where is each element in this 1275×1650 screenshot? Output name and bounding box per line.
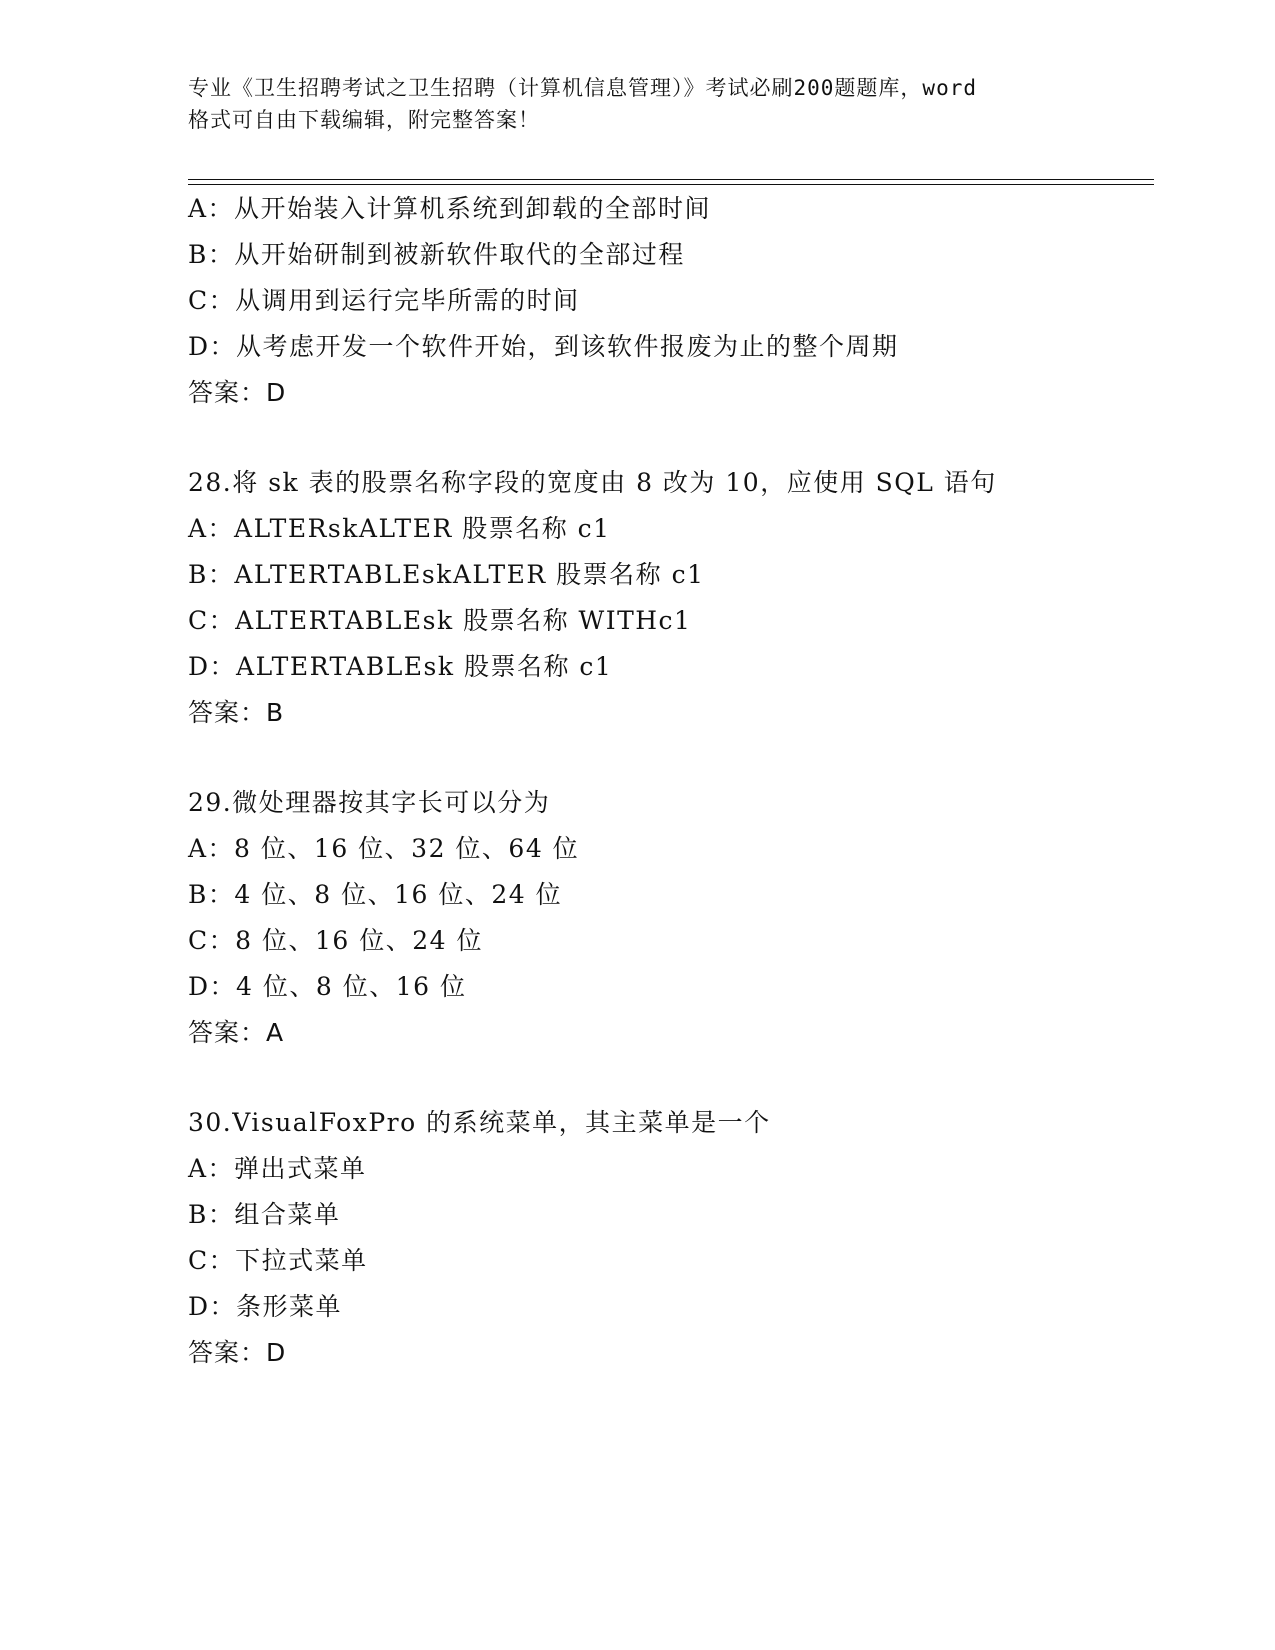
option-c: C：下拉式菜单 (188, 1246, 368, 1275)
option-a: A：弹出式菜单 (188, 1154, 367, 1183)
option-b: B：ALTERTABLEskALTER 股票名称 c1 (188, 560, 705, 589)
option-c: C：ALTERTABLEsk 股票名称 WITHc1 (188, 606, 692, 635)
question-27 (188, 186, 1148, 416)
option-d: D：4 位、8 位、16 位 (188, 972, 467, 1001)
option-b: B：4 位、8 位、16 位、24 位 (188, 880, 563, 909)
option-c: C：8 位、16 位、24 位 (188, 926, 483, 955)
question-28 (188, 460, 1148, 736)
question-30 (188, 1100, 1148, 1376)
header-divider-bottom (188, 184, 1154, 185)
question-text: 30.VisualFoxPro 的系统菜单，其主菜单是一个 (188, 1108, 771, 1137)
question-list (188, 186, 1148, 1376)
header-divider-top (188, 179, 1154, 180)
option-c: C：从调用到运行完毕所需的时间 (188, 286, 580, 315)
question-29 (188, 780, 1148, 1056)
option-d: D：从考虑开发一个软件开始，到该软件报废为止的整个周期 (188, 332, 899, 361)
option-b: B：从开始研制到被新软件取代的全部过程 (188, 240, 685, 269)
option-a: A：ALTERskALTER 股票名称 c1 (188, 514, 611, 543)
question-text: 29.微处理器按其字长可以分为 (188, 788, 551, 817)
option-a: A：从开始装入计算机系统到卸载的全部时间 (188, 194, 712, 223)
option-d: D：ALTERTABLEsk 股票名称 c1 (188, 652, 613, 681)
answer-line: 答案：D (188, 378, 287, 407)
header-line-1: 专业《卫生招聘考试之卫生招聘（计算机信息管理）》考试必刷200题题库，word (188, 76, 977, 100)
option-d: D：条形菜单 (188, 1292, 343, 1321)
document-header (188, 72, 1088, 136)
answer-line: 答案：A (188, 1018, 285, 1047)
question-text: 28.将 sk 表的股票名称字段的宽度由 8 改为 10，应使用 SQL 语句 (188, 468, 997, 497)
header-line-2: 格式可自由下载编辑，附完整答案！ (188, 108, 540, 132)
option-b: B：组合菜单 (188, 1200, 341, 1229)
answer-line: 答案：B (188, 698, 285, 727)
option-a: A：8 位、16 位、32 位、64 位 (188, 834, 580, 863)
answer-line: 答案：D (188, 1338, 287, 1367)
